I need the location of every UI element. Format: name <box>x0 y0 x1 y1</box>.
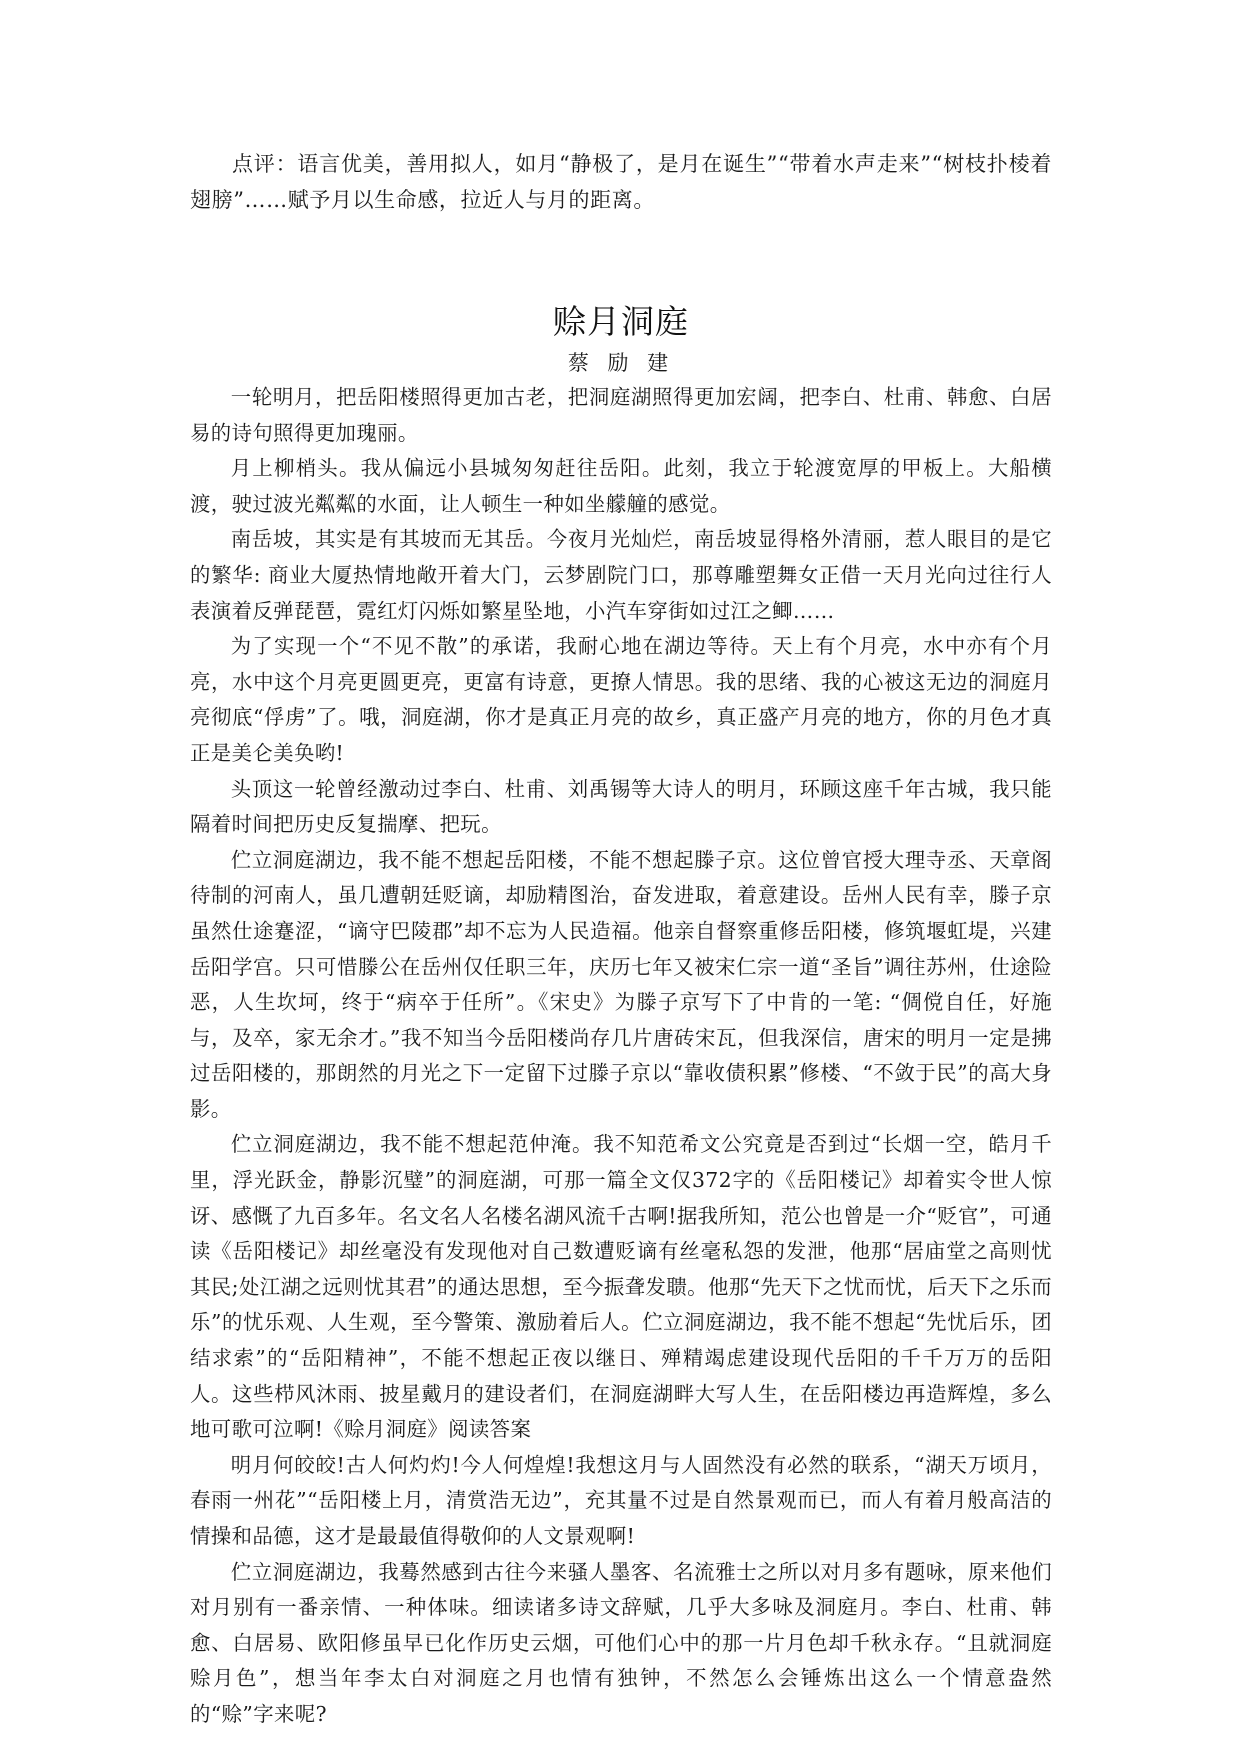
comment-paragraph: 点评：语言优美，善用拟人，如月“静极了，是月在诞生”“带着水声走来”“树枝扑棱着翅膀”……赋予月以生命感，拉近人与月的距离。 <box>190 152 1052 212</box>
body-paragraph: 南岳坡，其实是有其坡而无其岳。今夜月光灿烂，南岳坡显得格外清丽，惹人眼目的是它的繁华: 商业大厦热情地敞开着大门，云梦剧院门口，那尊雕塑舞女正借一天月光向过往行人表演着反弹琵琶，霓红灯闪烁如繁星坠地，小汽车穿街如过江之鲫…… <box>190 527 1052 623</box>
document-page <box>190 146 1052 1733</box>
body-paragraph: 伫立洞庭湖边，我不能不想起岳阳楼，不能不想起滕子京。这位曾官授大理寺丞、天章阁待制的河南人，虽几遭朝廷贬谪，却励精图治，奋发进取，着意建设。岳州人民有幸，滕子京虽然仕途蹇涩，“谪守巴陵郡”却不忘为人民造福。他亲自督察重修岳阳楼，修筑堰虹堤，兴建岳阳学宫。只可惜滕公在岳州仅任职三年，庆历七年又被宋仁宗一道“圣旨”调往苏州，仕途险恶，人生坎坷，终于“病卒于任所”。《宋史》为滕子京写下了中肯的一笔: “倜傥自任，好施与，及卒，家无余才。”我不知当今岳阳楼尚存几片唐砖宋瓦，但我深信，唐宋的明月一定是拂过岳阳楼的，那朗然的月光之下一定留下过滕子京以“靠收债积累”修楼、“不敛于民”的高大身影。 <box>190 847 1052 1121</box>
article-body <box>190 380 1052 1733</box>
article-title: 赊月洞庭 <box>553 302 689 341</box>
body-paragraph: 一轮明月，把岳阳楼照得更加古老，把洞庭湖照得更加宏阔，把李白、杜甫、韩愈、白居易的诗句照得更加瑰丽。 <box>190 385 1052 445</box>
body-paragraph: 为了实现一个“不见不散”的承诺，我耐心地在湖边等待。天上有个月亮，水中亦有个月亮，水中这个月亮更圆更亮，更富有诗意，更撩人情思。我的思绪、我的心被这无边的洞庭月亮彻底“俘虏”了。哦，洞庭湖，你才是真正月亮的故乡，真正盛产月亮的地方，你的月色才真正是美仑美奂哟! <box>190 634 1052 765</box>
body-paragraph: 头顶这一轮曾经激动过李白、杜甫、刘禹锡等大诗人的明月，环顾这座千年古城，我只能隔着时间把历史反复揣摩、把玩。 <box>190 776 1052 837</box>
body-paragraph: 伫立洞庭湖边，我蓦然感到古往今来骚人墨客、名流雅士之所以对月多有题咏，原来他们对月别有一番亲情、一种体味。细读诸多诗文辞赋，几乎大多咏及洞庭月。李白、杜甫、韩愈、白居易、欧阳修虽早已化作历史云烟，可他们心中的那一片月色却千秋永存。“且就洞庭赊月色”，想当年李太白对洞庭之月也情有独钟，不然怎么会锤炼出这么一个情意盎然的“赊”字来呢? <box>190 1559 1052 1726</box>
body-paragraph: 伫立洞庭湖边，我不能不想起范仲淹。我不知范希文公究竟是否到过“长烟一空，皓月千里，浮光跃金，静影沉璧”的洞庭湖，可那一篇全文仅372字的《岳阳楼记》却着实令世人惊讶、感慨了九百多年。名文名人名楼名湖风流千古啊!据我所知，范公也曾是一介“贬官”，可通读《岳阳楼记》却丝毫没有发现他对自己数遭贬谪有丝毫私怨的发泄，他那“居庙堂之高则忧其民;处江湖之远则忧其君”的通达思想，至今振聋发聩。他那“先天下之忧而忧，后天下之乐而乐”的忧乐观、人生观，至今警策、激励着后人。伫立洞庭湖边，我不能不想起“先忧后乐，团结求索”的“岳阳精神”，不能不想起正夜以继日、殚精竭虑建设现代岳阳的千千万万的岳阳人。这些栉风沐雨、披星戴月的建设者们，在洞庭湖畔大写人生，在岳阳楼边再造辉煌，多么地可歌可泣啊!《赊月洞庭》阅读答案 <box>190 1132 1052 1442</box>
body-paragraph: 明月何皎皎!古人何灼灼!今人何煌煌!我想这月与人固然没有必然的联系，“湖天万顷月，春雨一州花”“岳阳楼上月，清赏浩无边”，充其量不过是自然景观而已，而人有着月般高洁的情操和品德，这才是最最值得敬仰的人文景观啊! <box>190 1452 1052 1548</box>
article-author: 蔡 励 建 <box>567 351 675 375</box>
body-paragraph: 月上柳梢头。我从偏远小县城匆匆赶往岳阳。此刻，我立于轮渡宽厚的甲板上。大船横渡，驶过波光粼粼的水面，让人顿生一种如坐艨艟的感觉。 <box>190 456 1052 516</box>
